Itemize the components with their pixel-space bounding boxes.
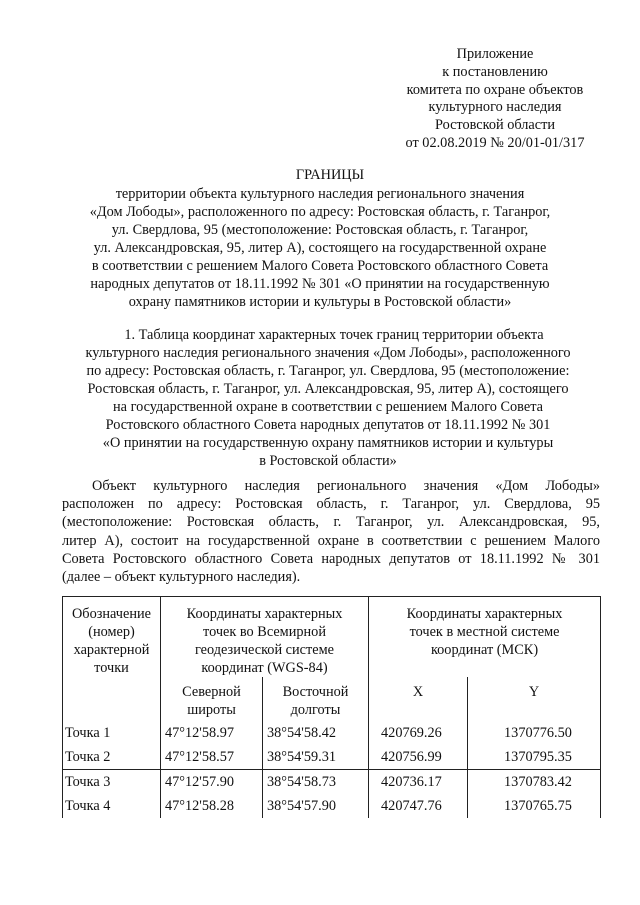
header-wgs84 — [161, 597, 369, 678]
paragraph-line: литер А), состоит на государственной охране в соответствии с решением Малого — [62, 532, 600, 549]
header-y — [468, 677, 601, 721]
point-longitude: 38°54'58.73 — [263, 770, 369, 795]
point-latitude: 47°12'58.57 — [161, 745, 263, 770]
paragraph-line: (далее – объект культурного наследия). — [62, 569, 301, 586]
point-y: 1370765.75 — [468, 794, 601, 818]
point-longitude: 38°54'59.31 — [263, 745, 369, 770]
object-description-paragraph — [62, 477, 600, 586]
header-text: геодезической системе — [195, 642, 335, 658]
header-text: долготы — [290, 702, 341, 718]
header-text: (номер) — [88, 624, 135, 640]
title-line: территории объекта культурного наследия регионального значения — [115, 186, 525, 202]
appendix-line: Приложение — [456, 46, 534, 62]
header-text: координат (WGS-84) — [201, 660, 328, 676]
point-y: 1370776.50 — [468, 721, 601, 745]
title-line: охрану памятников истории и культуры в Ростовской области» — [128, 294, 512, 310]
title-line: ул. Александровская, 95, литер А), состоящего на государственной охране — [93, 240, 547, 256]
point-y: 1370783.42 — [468, 770, 601, 795]
point-x: 420747.76 — [369, 794, 468, 818]
appendix-line: от 02.08.2019 № 20/01-01/317 — [405, 134, 585, 151]
point-name: Точка 2 — [63, 745, 161, 770]
point-longitude: 38°54'58.42 — [263, 721, 369, 745]
header-point-designation — [63, 597, 161, 678]
point-longitude: 38°54'57.90 — [263, 794, 369, 818]
section-line: Ростовского областного Совета народных депутатов от 18.11.1992 № 301 — [105, 417, 551, 433]
appendix-line: культурного наследия — [428, 99, 562, 116]
table-row — [63, 721, 601, 745]
section-line: культурного наследия регионального значения «Дом Лободы», расположенного — [85, 345, 571, 361]
paragraph-line: (местоположение: Ростовская область, г. Таганрог, ул. Александровская, 95, — [62, 514, 600, 531]
paragraph-line: расположен по адресу: Ростовская область, г. Таганрог, ул. Свердлова, 95 — [62, 496, 600, 513]
header-text: Восточной — [282, 684, 349, 700]
point-latitude: 47°12'57.90 — [161, 770, 263, 795]
point-name: Точка 4 — [63, 794, 161, 818]
point-y: 1370795.35 — [468, 745, 601, 770]
header-empty — [63, 677, 161, 721]
title-heading: ГРАНИЦЫ — [295, 167, 365, 183]
header-east-longitude — [263, 677, 369, 721]
header-text: Координаты характерных — [406, 606, 563, 622]
header-text: Y — [528, 684, 540, 700]
point-x: 420736.17 — [369, 770, 468, 795]
table-row — [63, 794, 601, 818]
section-line: 1. Таблица координат характерных точек границ территории объекта — [124, 327, 544, 343]
section-line: по адресу: Ростовская область, г. Таганрог, ул. Свердлова, 95 (местоположение: — [86, 363, 570, 379]
section-line: «О принятии на государственную охрану памятников истории и культуры — [102, 435, 554, 451]
section-line: на государственной охране в соответствии с решением Малого Совета — [113, 399, 543, 415]
header-text: характерной — [73, 642, 150, 658]
header-text: широты — [187, 702, 236, 718]
coordinates-table — [62, 596, 601, 818]
header-text: точки — [94, 660, 129, 676]
header-text: Обозначение — [71, 606, 151, 622]
paragraph-line: Объект культурного наследия регионального значения «Дом Лободы» — [92, 478, 600, 494]
table-row — [63, 745, 601, 770]
title-line: в соответствии с решением Малого Совета Ростовского областного Совета — [91, 258, 549, 274]
paragraph-line: Совета Ростовского областного Совета народных депутатов от 18.11.1992 № 301 — [62, 550, 600, 567]
header-north-latitude — [161, 677, 263, 721]
header-text: Северной — [182, 684, 241, 700]
section-heading — [50, 326, 606, 470]
header-msk — [369, 597, 601, 678]
document-title — [0, 166, 640, 311]
appendix-line: Ростовской области — [434, 117, 556, 134]
header-text: Координаты характерных — [186, 606, 343, 622]
appendix-line: к постановлению — [442, 63, 548, 80]
point-name: Точка 3 — [63, 770, 161, 795]
header-text: X — [412, 684, 424, 700]
title-line: народных депутатов от 18.11.1992 № 301 «О принятии на государственную — [90, 276, 550, 292]
appendix-block — [380, 46, 610, 153]
point-x: 420756.99 — [369, 745, 468, 770]
section-line: в Ростовской области» — [259, 453, 397, 469]
point-latitude: 47°12'58.97 — [161, 721, 263, 745]
title-line: ул. Свердлова, 95 (местоположение: Ростовская область, г. Таганрог, — [111, 222, 529, 238]
section-line: Ростовская область, г. Таганрог, ул. Александровская, 95, литер А), состоящего — [87, 381, 569, 397]
table-row — [63, 770, 601, 795]
title-line: «Дом Лободы», расположенного по адресу: Ростовская область, г. Таганрог, — [89, 204, 551, 220]
point-x: 420769.26 — [369, 721, 468, 745]
point-name: Точка 1 — [63, 721, 161, 745]
header-text: точек в местной системе — [409, 624, 560, 640]
appendix-line: комитета по охране объектов — [406, 81, 584, 98]
point-latitude: 47°12'58.28 — [161, 794, 263, 818]
header-text: координат (МСК) — [430, 642, 539, 658]
header-text: точек во Всемирной — [203, 624, 326, 640]
header-x — [369, 677, 468, 721]
